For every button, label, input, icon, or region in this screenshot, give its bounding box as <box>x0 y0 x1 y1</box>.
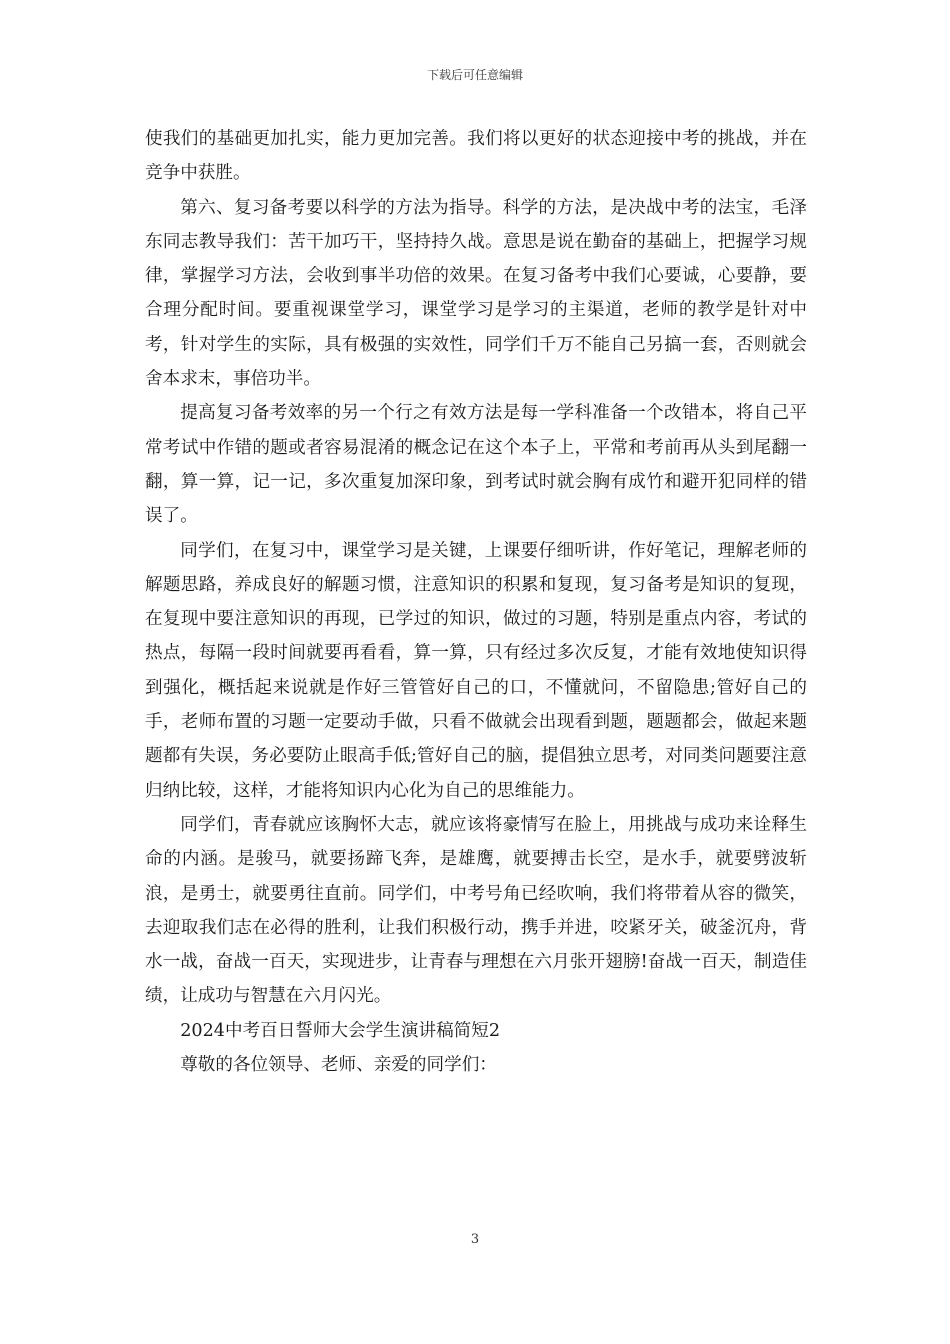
document-body <box>145 122 807 1082</box>
paragraph-youth-ambition: 同学们，青春就应该胸怀大志，就应该将豪情写在脸上，用挑战与成功来诠释生命的内涵。是骏马，就要扬蹄飞奔，是雄鹰，就要搏击长空，是水手，就要劈波斩浪，是勇士，就要勇往直前。同学们，中考号角已经吹响，我们将带着从容的微笑，去迎取我们志在必得的胜利，让我们积极行动，携手并进，咬紧牙关，破釜沉舟，背水一战，奋战一百天，实现进步，让青春与理想在六月张开翅膀!奋战一百天，制造佳绩，让成功与智慧在六月闪光。 <box>145 814 807 1007</box>
paragraph-continuation: 使我们的基础更加扎实，能力更加完善。我们将以更好的状态迎接中考的挑战，并在竞争中获胜。 <box>145 129 807 184</box>
page-number: 3 <box>470 1232 480 1247</box>
section-title: 2024中考百日誓师大会学生演讲稿简短2 <box>180 1020 501 1041</box>
page-header-note: 下载后可任意编辑 <box>426 68 523 82</box>
paragraph-error-notebook: 提高复习备考效率的另一个行之有效方法是每一学科准备一个改错本，将自己平常考试中作错的题或者容易混淆的概念记在这个本子上，平常和考前再从头到尾翻一翻，算一算，记一记，多次重复加深印象，到考试时就会胸有成竹和避开犯同样的错误了。 <box>145 403 807 527</box>
paragraph-scientific-method: 第六、复习备考要以科学的方法为指导。科学的方法，是决战中考的法宝，毛泽东同志教导我们：苦干加巧干，坚持持久战。意思是说在勤奋的基础上，把握学习规律，掌握学习方法，会收到事半功倍的效果。在复习备考中我们心要诚，心要静，要合理分配时间。要重视课堂学习，课堂学习是学习的主渠道，老师的教学是针对中考，针对学生的实际，具有极强的实效性，同学们千万不能自己另搞一套，否则就会舍本求末，事倍功半。 <box>145 197 807 390</box>
paragraph-classroom-learning: 同学们，在复习中，课堂学习是关键，上课要仔细听讲，作好笔记，理解老师的解题思路，养成良好的解题习惯，注意知识的积累和复现，复习备考是知识的复现，在复现中要注意知识的再现，已学过的知识，做过的习题，特别是重点内容，考试的热点，每隔一段时间就要再看看，算一算，只有经过多次反复，才能有效地使知识得到强化，概括起来说就是作好三管管好自己的口，不懂就问，不留隐患;管好自己的手，老师布置的习题一定要动手做，只看不做就会出现看到题，题题都会，做起来题题都有失误，务必要防止眼高手低;管好自己的脑，提倡独立思考，对同类问题要注意归纳比较，这样，才能将知识内心化为自己的思维能力。 <box>145 540 807 801</box>
salutation: 尊敬的各位领导、老师、亲爱的同学们： <box>180 1055 497 1076</box>
